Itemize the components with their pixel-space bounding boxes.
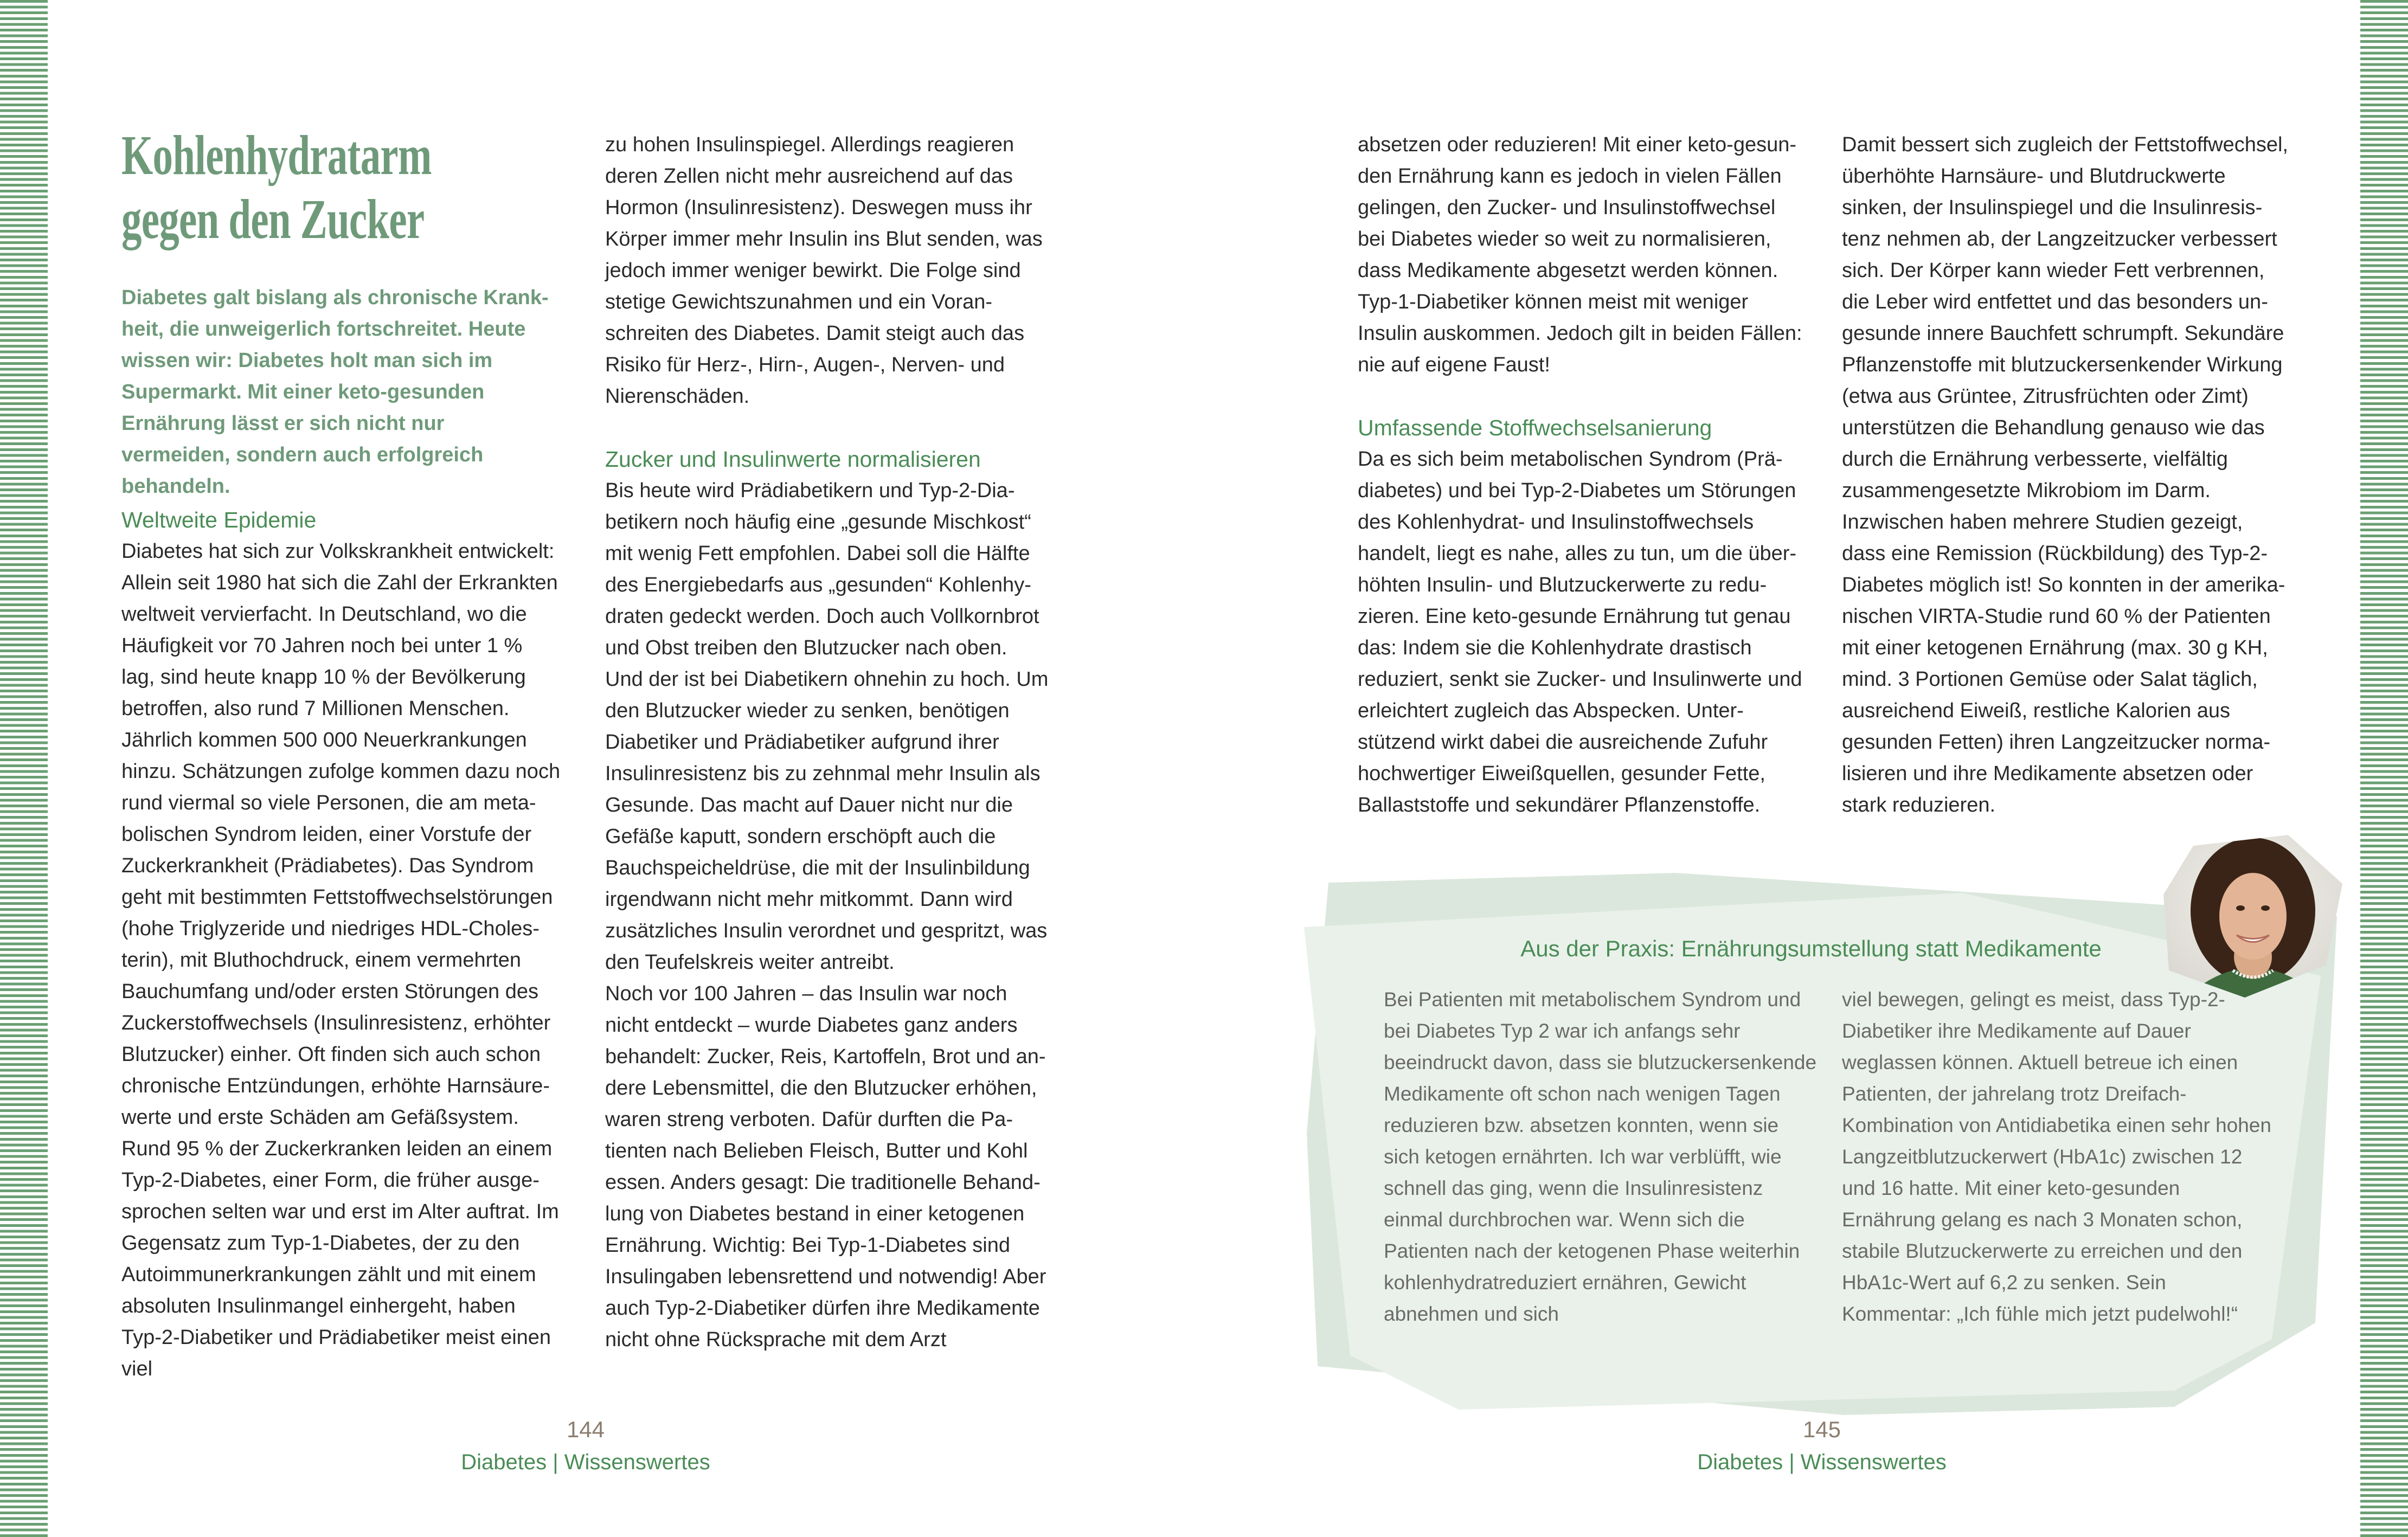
section-body-continued: Noch vor 100 Jahren – das Insulin war noch nicht entdeckt – wurde Diabetes ganz anders behandelt: Zucker, Reis, Kartoffeln, Brot und andere Lebensmittel, die den Blutzucker erhöhen, waren streng verboten. Dafür durften die Patienten nach Belieben Fleisch, Butter und Kohl essen. Anders gesagt: Die traditionelle Behandlung von Diabetes bestand in einer ketogenen Ernährung. Wichtig: Bei Typ-1-Diabetes sind Insulingaben lebensrettend und notwendig! Aber auch Typ-2-Diabetiker dürfen ihre Medikamente nicht ohne Rücksprache mit dem Arzt <box>605 982 1046 1351</box>
column-2-intro: zu hohen Insulinspiegel. Allerdings reagieren deren Zellen nicht mehr ausreichend auf das Hormon (Insulinresistenz). Deswegen muss ihr Körper immer mehr Insulin ins Blut senden, was jedoch immer weniger bewirkt. Die Folge sind stetige Gewichtszunahmen und ein Voranschreiten des Diabetes. Damit steigt auch das Risiko für Herz-, Hirn-, Augen-, Nerven- und Nierenschäden. <box>605 133 1043 408</box>
left-stripe-border <box>0 0 48 1537</box>
right-stripe-border <box>2360 0 2408 1537</box>
column-2 <box>605 129 1050 1355</box>
column-4-body: Damit bessert sich zugleich der Fettstoffwechsel, überhöhte Harnsäure- und Blutdruckwerte sinken, der Insulinspiegel und die Insulinresistenz nehmen ab, der Langzeitzucker verbessert sich. Der Körper kann wieder Fett verbrennen, die Leber wird entfettet und das besonders ungesunde innere Bauchfett schrumpft. Sekundäre Pflanzenstoffe mit blutzuckersenkender Wirkung (etwa aus Grüntee, Zitrusfrüchten oder Zimt) unterstützen die Behandlung genauso wie das durch die Ernährung verbesserte, vielfältig zusammengesetzte Mikrobiom im Darm. Inzwischen haben mehrere Studien gezeigt, dass eine Remission (Rückbildung) des Typ-2-Diabetes möglich ist! So konnten in der amerikanischen VIRTA-Studie rund 60 % der Patienten mit einer ketogenen Ernährung (max. 30 g KH, mind. 3 Portionen Gemüse oder Salat täglich, ausreichend Eiweiß, restliche Kalorien aus gesunden Fetten) ihren Langzeitzucker normalisieren und ihre Medikamente absetzen oder stark reduzieren. <box>1842 133 2288 816</box>
practice-box-column-1: Bei Patienten mit metabolischem Syndrom und bei Diabetes Typ 2 war ich anfangs sehr beeindruckt davon, dass sie blutzuckersenkende Medikamente oft schon nach wenigen Tagen reduzieren bzw. absetzen konnten, wenn sie sich ketogen ernährten. Ich war verblüfft, wie schnell das ging, wenn die Insulinresistenz einmal durchbrochen war. Wenn sich die Patienten nach der ketogenen Phase weiterhin kohlenhydratreduziert ernähren, Gewicht abnehmen und sich <box>1384 988 1817 1325</box>
column-3 <box>1358 129 1808 821</box>
column-1 <box>121 504 561 1385</box>
section-heading-zucker-insulinwerte: Zucker und Insulinwerte normalisieren <box>605 447 981 472</box>
title-line-1: Kohlenhydratarm <box>121 124 432 187</box>
section-heading-weltweite-epidemie: Weltweite Epidemie <box>121 507 317 532</box>
page-number-left: 144 <box>566 1417 605 1442</box>
section-body: Da es sich beim metabolischen Syndrom (Prädiabetes) und bei Typ-2-Diabetes um Störungen des Kohlenhydrat- und Insulinstoffwechsels handelt, liegt es nahe, alles zu tun, um die überhöhten Insulin- und Blutzuckerwerte zu reduzieren. Eine keto-gesunde Ernährung tut genau das: Indem sie die Kohlenhydrate drastisch reduziert, senkt sie Zucker- und Insulinwerte und erleichtert zugleich das Abspecken. Unterstützend wirkt dabei die ausreichende Zufuhr hochwertiger Eiweißquellen, gesunder Fette, Ballaststoffe und sekundärer Pflanzenstoffe. <box>1358 448 1802 816</box>
title-line-2: gegen den Zucker <box>121 188 425 250</box>
section-body: Diabetes hat sich zur Volkskrankheit entwickelt: Allein seit 1980 hat sich die Zahl der Erkrankten weltweit vervierfacht. In Deutschland, wo die Häufigkeit vor 70 Jahren noch bei unter 1 % lag, sind heute knapp 10 % der Bevölkerung betroffen, also rund 7 Millionen Menschen. Jährlich kommen 500 000 Neuerkrankungen hinzu. Schätzungen zufolge kommen dazu noch rund viermal so viele Personen, die am metabolischen Syndrom leiden, einer Vorstufe der Zuckerkrankheit (Prädiabetes). Das Syndrom geht mit bestimmten Fettstoffwechselstörungen (hohe Triglyzeride und niedriges HDL-Cholesterin), mit Bluthochdruck, einem vermehrten Bauchumfang und/oder ersten Störungen des Zuckerstoffwechsels (Insulinresistenz, erhöhter Blutzucker) einher. Oft finden sich auch schon chronische Entzündungen, erhöhte Harnsäurewerte und erste Schäden am Gefäßsystem. Rund 95 % der Zuckerkranken leiden an einem Typ-2-Diabetes, einer Form, die früher ausgesprochen selten war und erst im Alter auftrat. Im Gegensatz zum Typ-1-Diabetes, der zu den Autoimmunerkrankungen zählt und mit einem absoluten Insulinmangel einhergeht, haben Typ-2-Diabetiker und Prädiabetiker meist einen viel <box>121 540 561 1380</box>
page-title <box>121 124 551 259</box>
author-portrait-photo <box>2163 835 2342 998</box>
column-4 <box>1842 129 2292 821</box>
section-body: Bis heute wird Prädiabetikern und Typ-2-Diabetikern noch häufig eine „gesunde Mischkost“ mit wenig Fett empfohlen. Dabei soll die Hälfte des Energiebedarfs aus „gesunden“ Kohlenhydraten gedeckt werden. Doch auch Vollkornbrot und Obst treiben den Blutzucker nach oben. Und der ist bei Diabetikern ohnehin zu hoch. Um den Blutzucker wieder zu senken, benötigen Diabetiker und Prädiabetiker aufgrund ihrer Insulinresistenz bis zu zehnmal mehr Insulin als Gesunde. Das macht auf Dauer nicht nur die Gefäße kaputt, sondern erschöpft auch die Bauchspeicheldrüse, die mit der Insulinbildung irgendwann nicht mehr mitkommt. Dann wird zusätzliches Insulin verordnet und gespritzt, was den Teufelskreis weiter antreibt. <box>605 479 1049 974</box>
running-footer-left: Diabetes | Wissenswertes <box>461 1450 710 1474</box>
running-footer-right: Diabetes | Wissenswertes <box>1697 1450 1947 1474</box>
column-3-intro: absetzen oder reduzieren! Mit einer keto-gesunden Ernährung kann es jedoch in vielen Fällen gelingen, den Zucker- und Insulinstoffwechsel bei Diabetes wieder so weit zu normalisieren, dass Medikamente abgesetzt werden können. Typ-1-Diabetiker können meist mit weniger Insulin auskommen. Jedoch gilt in beiden Fällen: nie auf eigene Faust! <box>1358 133 1802 376</box>
page-number-right: 145 <box>1802 1417 1841 1442</box>
practice-box-column-2: viel bewegen, gelingt es meist, dass Typ-2-Diabetiker ihre Medikamente auf Dauer weglassen können. Aktuell betreue ich einen Patienten, der jahrelang trotz Dreifach-Kombination von Antidiabetika einen sehr hohen Langzeitblutzuckerwert (HbA1c) zwischen 12 und 16 hatte. Mit einer keto-gesunden Ernährung gelang es nach 3 Monaten schon, stabile Blutzuckerwerte zu erreichen und den HbA1c-Wert auf 6,2 zu senken. Sein Kommentar: „Ich fühle mich jetzt pudelwohl!“ <box>1842 988 2271 1325</box>
practice-box-title: Aus der Praxis: Ernährungsumstellung statt Medikamente <box>1520 936 2102 961</box>
section-heading-stoffwechselsanierung: Umfassende Stoffwechselsanierung <box>1358 415 1712 440</box>
lead-paragraph: Diabetes galt bislang als chronische Krankheit, die unweigerlich fortschreitet. Heute wissen wir: Diabetes holt man sich im Supermarkt. Mit einer keto-gesunden Ernährung lässt er sich nicht nur vermeiden, sondern auch erfolgreich behandeln. <box>121 286 549 498</box>
